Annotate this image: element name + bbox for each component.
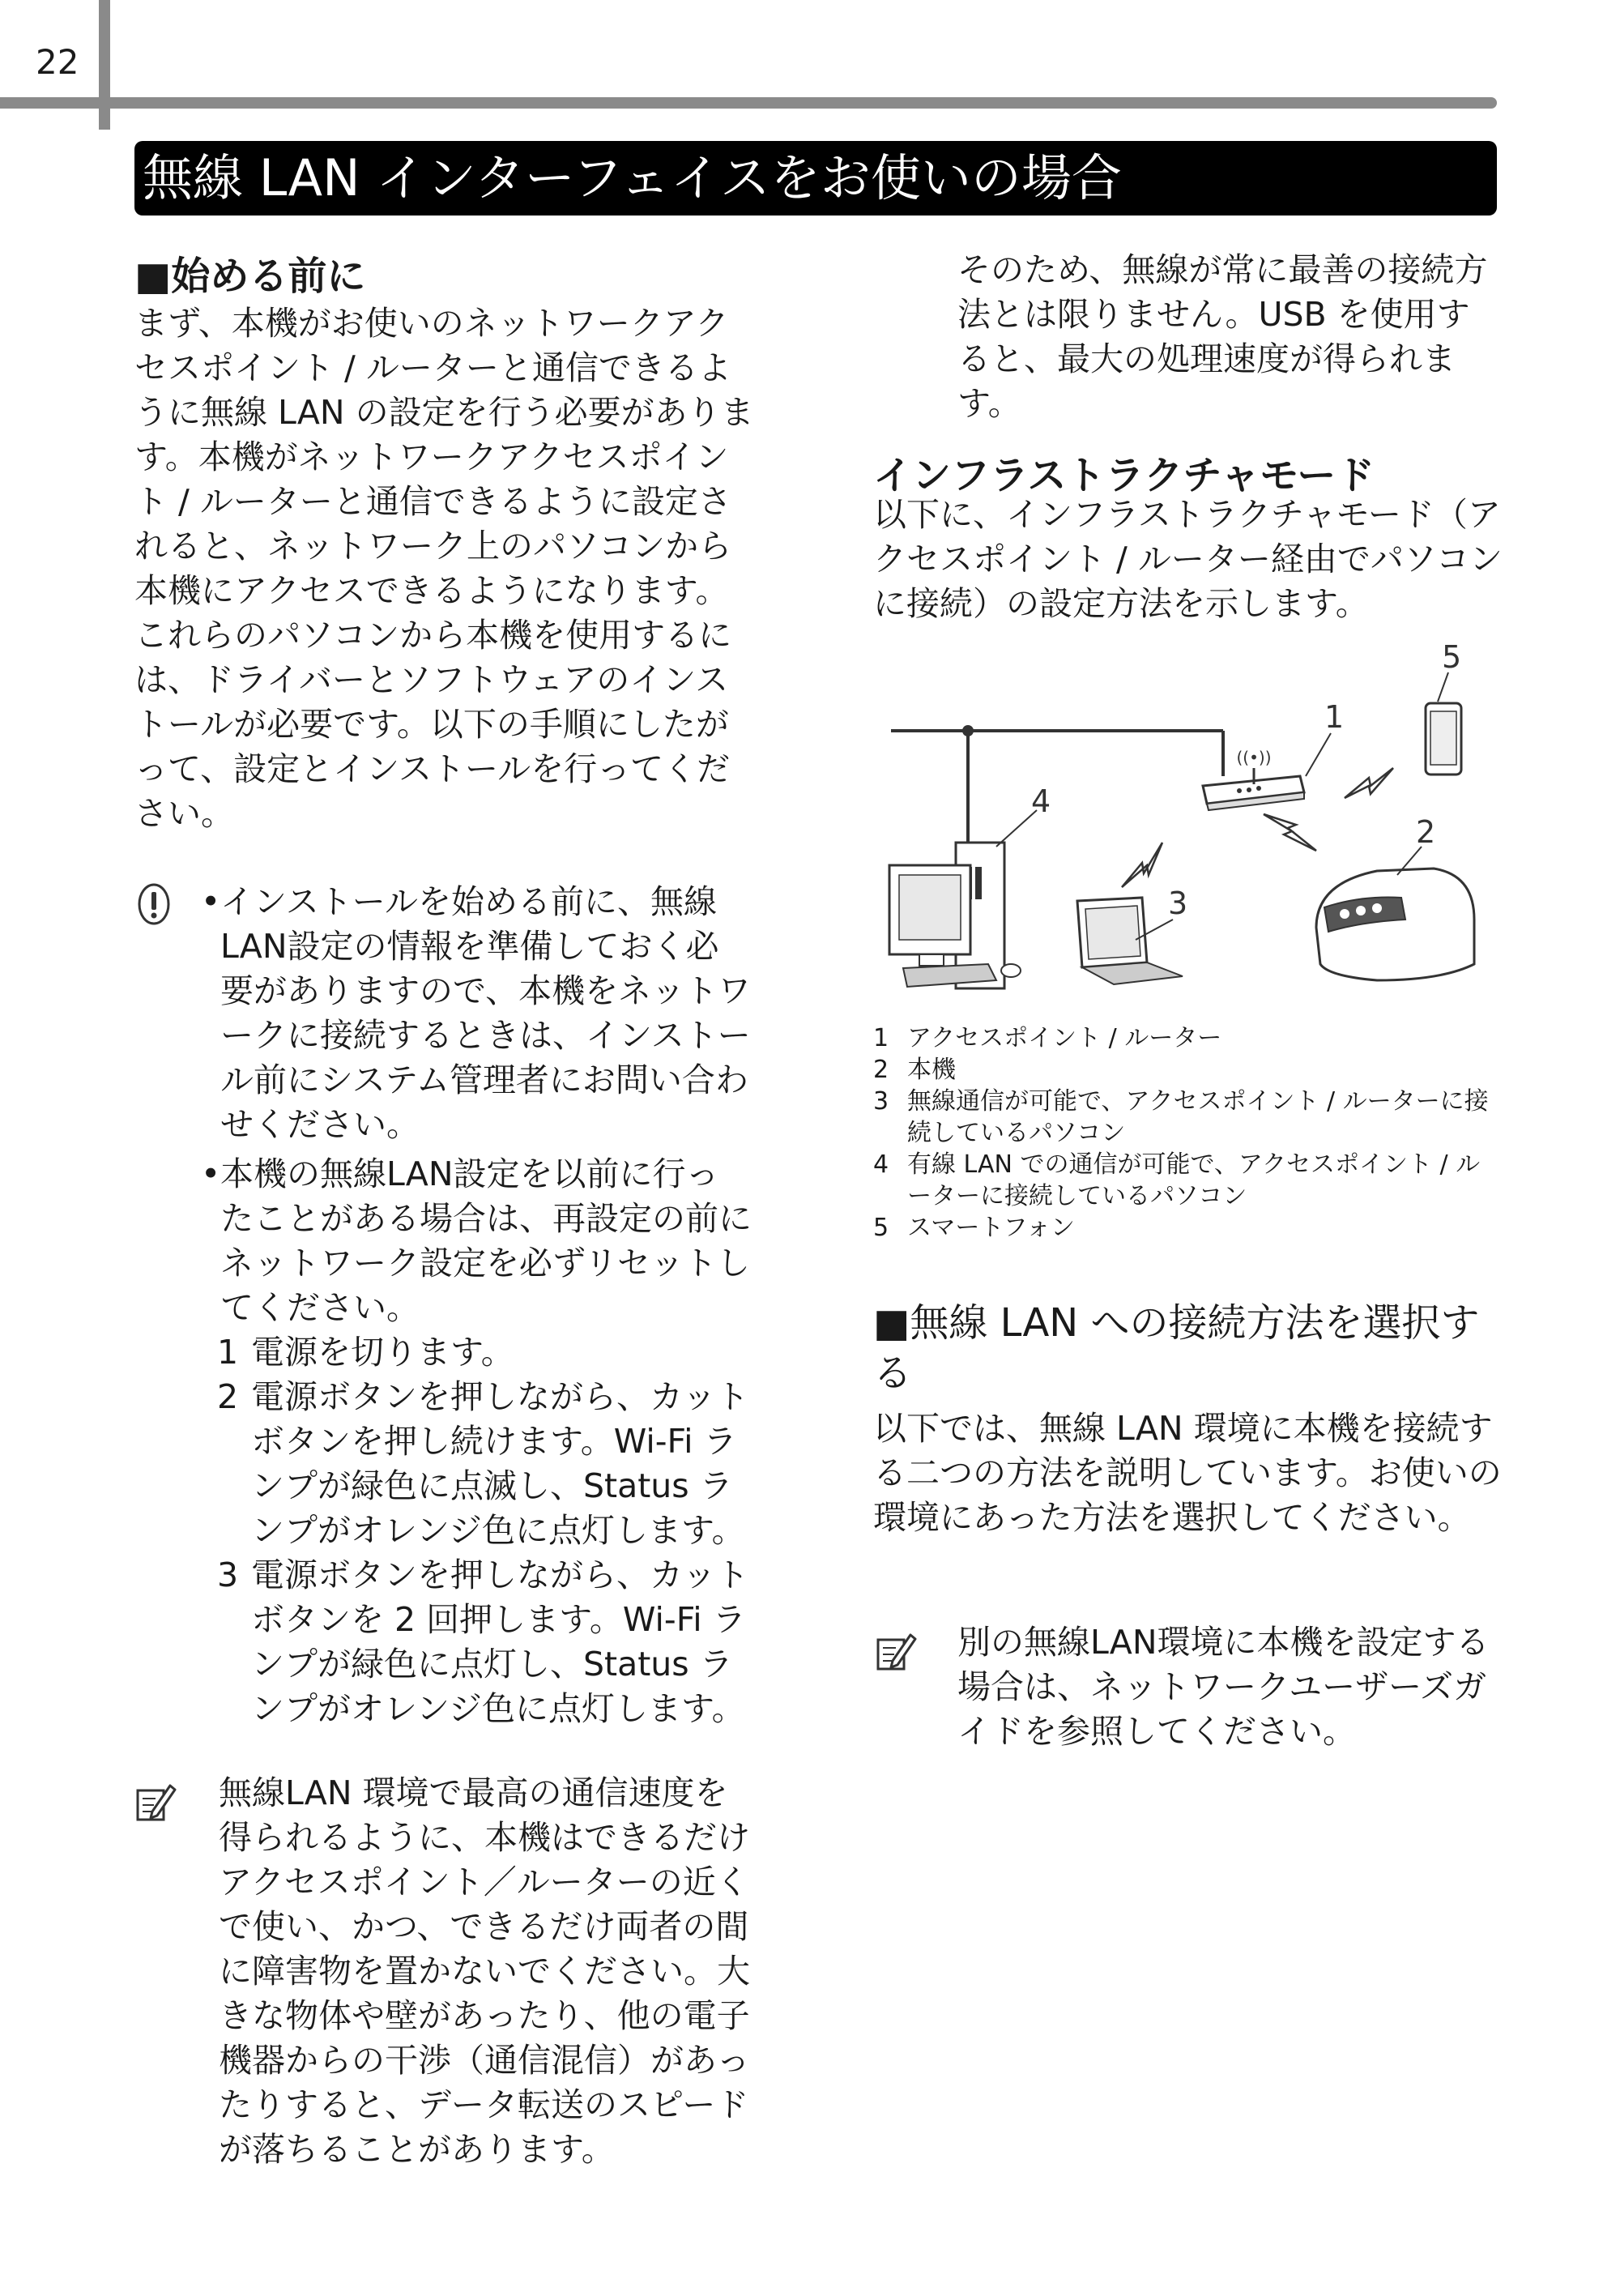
smartphone — [1426, 703, 1461, 775]
header-horizontal-rule — [0, 97, 1497, 109]
legend-number: 1 — [873, 1024, 889, 1052]
bullet-marker: • — [201, 882, 221, 921]
step-text: 電源を切ります。 — [251, 1333, 514, 1372]
callout-number: 3 — [1168, 886, 1188, 921]
legend-number: 5 — [873, 1214, 889, 1242]
reset-step — [217, 1375, 752, 1553]
section-body-connection-method: 以下では、無線 LAN 環境に本機を接続する二つの方法を説明しています。お使いの環境にあった方法を選択してください。 — [873, 1409, 1502, 1537]
reset-step — [217, 1553, 752, 1731]
legend-item — [873, 1022, 1497, 1054]
router-wifi-symbol: ((•)) — [1236, 748, 1272, 767]
step-number: 3 — [217, 1556, 239, 1594]
section-heading-connection-method: ■無線 LAN への接続方法を選択する — [873, 1300, 1480, 1396]
callout-number: 1 — [1324, 699, 1345, 735]
legend-text: 有線 LAN での通信が可能で、アクセスポイント / ルーターに接続しているパソコン — [907, 1150, 1481, 1210]
note-icon — [134, 1779, 173, 1824]
legend-item — [873, 1086, 1497, 1149]
bullet-marker: • — [201, 1154, 221, 1193]
caution-item — [201, 880, 752, 1147]
continuation-text: そのため、無線が常に最善の接続方法とは限りません。USB を使用すると、最大の処理速度が得られます。 — [957, 250, 1488, 423]
network-diagram — [875, 640, 1523, 1013]
diagram-legend — [873, 1022, 1497, 1244]
legend-item — [873, 1212, 1497, 1244]
step-number: 1 — [217, 1333, 239, 1372]
header-vertical-rule — [99, 0, 110, 130]
legend-text: スマートフォン — [907, 1214, 1075, 1242]
page-number: 22 — [36, 42, 79, 82]
note-text: 別の無線LAN環境に本機を設定する場合は、ネットワークユーザーズガイドを参照してください。 — [957, 1623, 1490, 1751]
legend-number: 4 — [873, 1150, 889, 1179]
wired-lan-line — [891, 725, 1223, 855]
callout-number: 4 — [1031, 783, 1051, 819]
desktop-pc — [889, 843, 1021, 988]
legend-number: 3 — [873, 1087, 889, 1116]
label-printer — [1316, 868, 1474, 980]
infrastructure-mode-body: 以下に、インフラストラクチャモード（アクセスポイント / ルーター経由でパソコンに接続）の設定方法を示します。 — [873, 495, 1503, 623]
access-point-router — [1203, 748, 1304, 810]
infrastructure-mode-heading: インフラストラクチャモード — [873, 453, 1375, 498]
reset-step — [217, 1330, 752, 1375]
legend-number: 2 — [873, 1056, 889, 1084]
legend-text: 無線通信が可能で、アクセスポイント / ルーターに接続しているパソコン — [907, 1087, 1489, 1147]
caution-list — [201, 880, 752, 1731]
caution-item-text: インストールを始める前に、無線LAN設定の情報を準備しておく必要がありますので、本機をネットワークに接続するときは、インストール前にシステム管理者にお問い合わせください。 — [220, 882, 752, 1144]
section-body-before-start: まず、本機がお使いのネットワークアクセスポイント / ルーターと通信できるように無線 LAN の設定を行う必要があります。本機がネットワークアクセスポイント / ルーターと通信できるように設定されると、ネットワーク上のパソコンから本機にアクセスできるようになります。これらのパソコンから本機を使用するには、ドライバーとソフトウェアのインストールが必要です。以下の手順にしたがって、設定とインストールを行ってください。 — [134, 304, 754, 833]
callout-number: 2 — [1416, 814, 1436, 850]
step-text: 電源ボタンを押しながら、カットボタンを押し続けます。Wi-Fi ランプが緑色に点滅し、Status ランプがオレンジ色に点灯します。 — [251, 1377, 749, 1550]
laptop-pc — [1077, 898, 1183, 984]
page-title: 無線 LAN インターフェイスをお使いの場合 — [134, 141, 1497, 216]
step-text: 電源ボタンを押しながら、カットボタンを 2 回押します。Wi-Fi ランプが緑色に点灯し、Status ランプがオレンジ色に点灯します。 — [251, 1556, 749, 1728]
note-text: 無線LAN 環境で最高の通信速度を得られるように、本機はできるだけアクセスポイント／ルーターの近くで使い、かつ、できるだけ両者の間に障害物を置かないでください。大きな物体や壁があったり、他の電子機器からの干渉（通信混信）があったりすると、データ転送のスピードが落ちることがあります。 — [219, 1773, 750, 2169]
legend-text: 本機 — [907, 1056, 956, 1084]
caution-icon — [134, 881, 173, 927]
callout-number: 5 — [1442, 640, 1462, 675]
note-icon — [875, 1628, 914, 1674]
step-number: 2 — [217, 1377, 239, 1416]
caution-item — [201, 1152, 752, 1330]
legend-item — [873, 1149, 1497, 1212]
legend-text: アクセスポイント / ルーター — [907, 1024, 1222, 1052]
legend-item — [873, 1054, 1497, 1086]
caution-item-text: 本機の無線LAN設定を以前に行ったことがある場合は、再設定の前にネットワーク設定を必ずリセットしてください。 — [220, 1154, 752, 1327]
section-heading-before-start: ■始める前に — [134, 254, 366, 299]
